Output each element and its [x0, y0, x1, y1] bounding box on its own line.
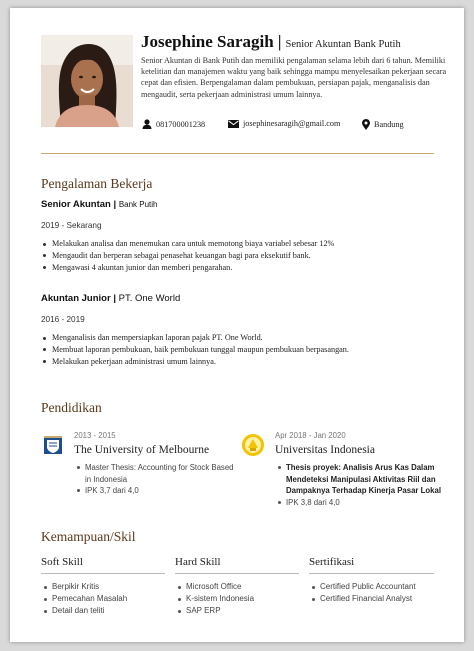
edu-1-school: The University of Melbourne — [74, 444, 210, 456]
edu-2-school: Universitas Indonesia — [275, 444, 375, 456]
header-name-line — [141, 32, 401, 52]
location-text: Bandung — [374, 120, 404, 129]
list-item: Certified Public Accountant — [309, 581, 449, 593]
list-item: Berpikir Kritis — [41, 581, 165, 593]
list-item: Thesis proyek: Analisis Arus Kas Dalam Mendeteksi Manipulasi Aktivitas Riil dan Dampaknya Terhadap Kinerja Pasar Lokal — [275, 462, 445, 497]
list-item: Pemecahan Masalah — [41, 593, 165, 605]
contact-email — [228, 119, 340, 128]
certification-list — [309, 581, 449, 605]
person-icon — [142, 119, 152, 129]
job-2-period: 2016 - 2019 — [41, 315, 85, 324]
list-item: SAP ERP — [175, 605, 299, 617]
ui-makara-icon — [241, 433, 265, 457]
location-pin-icon — [362, 119, 370, 130]
job-1-title — [41, 199, 158, 210]
job-2-role: Akuntan Junior — [41, 293, 111, 304]
soft-skill-heading: Soft Skill — [41, 556, 83, 568]
job-2-separator: | — [113, 293, 116, 304]
contact-location — [362, 119, 404, 130]
list-item: Mengaudit dan berperan sebagai penasehat keuangan bagi para eksekutif bank. — [41, 250, 441, 262]
experience-section-title: Pengalaman Bekerja — [41, 176, 153, 191]
list-item: Melakukan analisa dan menemukan cara untuk memotong biaya variabel sebesar 12% — [41, 238, 441, 250]
job-1-period: 2019 - Sekarang — [41, 221, 102, 230]
list-item: Mengawasi 4 akuntan junior dan memberi pengarahan. — [41, 262, 441, 274]
edu-1-period: 2013 - 2015 — [74, 431, 116, 440]
profile-photo — [41, 35, 133, 127]
skills-section-title: Kemampuan/Skil — [41, 529, 136, 544]
job-1-separator: | — [113, 199, 117, 210]
edu-1-bullets — [74, 462, 234, 497]
list-item: IPK 3,8 dari 4,0 — [275, 497, 445, 509]
job-1-bullets — [41, 238, 441, 273]
profile-summary: Senior Akuntan di Bank Putih dan memiliki pengalaman selama lebih dari 6 tahun. Memiliki ketelitian dan manajemen waktu yang baik sehingga mampu menyelesaikan pekerjaan secara cepat dan efisien. Berpengalaman dalam pembukuan, persiapan pajak, menganalisis dan mengaudit, serta pekerjaan administrasi umum lainnya. — [141, 56, 447, 99]
candidate-job-title: Senior Akuntan Bank Putih — [285, 39, 401, 50]
list-item: Detail dan teliti — [41, 605, 165, 617]
soft-skill-divider — [41, 573, 165, 574]
job-1-role: Senior Akuntan — [41, 199, 111, 210]
list-item: K-sistem Indonesia — [175, 593, 299, 605]
universitas-indonesia-logo — [241, 433, 265, 462]
list-item: Master Thesis: Accounting for Stock Based in Indonesia — [74, 462, 234, 485]
list-item: Certified Financial Analyst — [309, 593, 449, 605]
job-2-title — [41, 293, 180, 304]
hard-skill-heading: Hard Skill — [175, 556, 221, 568]
profile-photo-image — [41, 35, 133, 127]
contact-phone — [142, 119, 205, 129]
resume-page — [10, 8, 464, 642]
job-2-company: PT. One World — [118, 293, 181, 304]
university-melbourne-logo — [42, 434, 64, 461]
certification-divider — [309, 573, 434, 574]
edu-2-bullets — [275, 462, 445, 508]
education-section-title: Pendidikan — [41, 400, 102, 415]
soft-skill-list — [41, 581, 165, 617]
hard-skill-list — [175, 581, 299, 617]
contact-bar — [10, 119, 464, 131]
job-1-company: Bank Putih — [118, 200, 158, 209]
candidate-name: Josephine Saragih — [141, 32, 274, 51]
phone-number: 081700001238 — [156, 119, 206, 129]
edu-2-period: Apr 2018 - Jan 2020 — [275, 431, 346, 440]
hard-skill-divider — [175, 573, 299, 574]
name-separator: | — [277, 32, 282, 51]
header-divider — [41, 153, 434, 154]
job-2-bullets — [41, 332, 441, 367]
list-item: Microsoft Office — [175, 581, 299, 593]
list-item: Membuat laporan pembukuan, baik pembukuan tunggal maupun pembukuan berpasangan. — [41, 344, 441, 356]
email-address: josephinesaragih@gmail.com — [243, 119, 341, 128]
list-item: Menganalisis dan mempersiapkan laporan pajak PT. One World. — [41, 332, 441, 344]
melbourne-crest-icon — [42, 434, 64, 456]
envelope-icon — [228, 120, 239, 128]
certification-heading: Sertifikasi — [309, 556, 355, 568]
list-item: Melakukan pekerjaan administrasi umum lainnya. — [41, 356, 441, 368]
list-item: IPK 3,7 dari 4,0 — [74, 485, 234, 497]
